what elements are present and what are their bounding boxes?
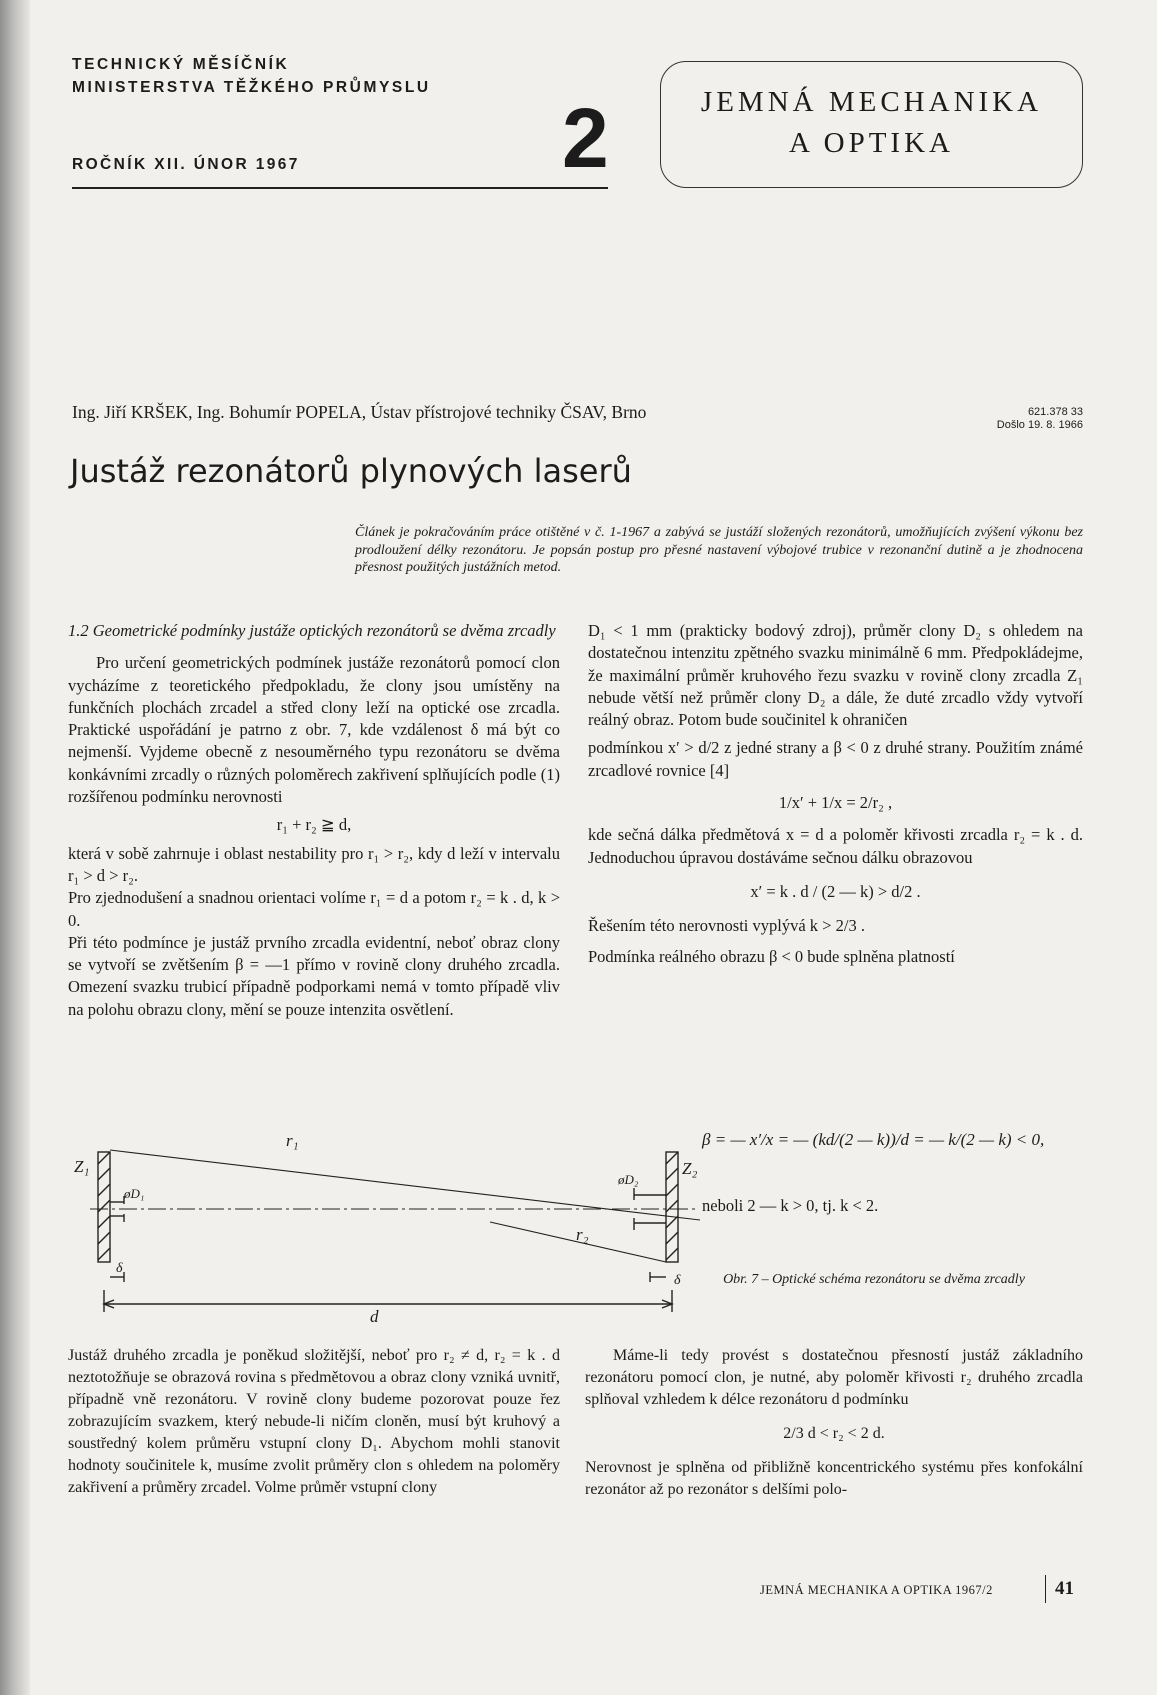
equation: x′ = k . d / (2 — k) > d/2 . <box>750 881 921 901</box>
udc-code: 621.378 33 <box>1027 406 1083 418</box>
label-z1: Z₁ <box>74 1157 90 1176</box>
mirror-z2 <box>666 1152 678 1262</box>
label-r2: r₂ <box>576 1225 589 1244</box>
publication-name <box>72 53 431 99</box>
left-column <box>68 620 560 1021</box>
label-d: d <box>370 1307 379 1326</box>
label-r1: r₁ <box>286 1131 299 1150</box>
paragraph: která v sobě zahrnuje i oblast nestability pro r₁ > r₂, kdy d leží v intervalu r₁ > d > r₂. <box>68 843 560 885</box>
received-date: Došlo 19. 8. 1966 <box>996 419 1083 431</box>
journal-title-line-2: A OPTIKA <box>789 127 954 159</box>
k-inequality: neboli 2 — k > 0, tj. k < 2. <box>702 1196 879 1215</box>
right-column <box>588 620 1083 968</box>
issue-number: 2 <box>562 91 609 185</box>
equation: 2/3 d < r₂ < 2 d. <box>783 1425 885 1442</box>
equation: r₁ + r₂ ≧ d, <box>276 815 352 835</box>
paragraph: podmínkou x′ > d/2 z jedné strany a β < 0 z druhé strany. Použitím známé zrcadlové rovnice [4] <box>588 738 1083 780</box>
lower-left-column <box>68 1345 560 1499</box>
lower-right-column <box>585 1345 1083 1501</box>
journal-title <box>660 82 1083 164</box>
masthead-rule <box>72 187 608 189</box>
footer-separator <box>1045 1575 1046 1603</box>
paragraph: Řešením této nerovnosti vyplývá k > 2/3 . <box>588 916 865 936</box>
paragraph: Při této podmínce je justáž prvního zrcadla evidentní, neboť obraz clony se vytvoří se zvětšením β = —1 přímo v rovině clony druhého zrcadla. Omezení svazku trubicí případně podporkami nemá v tomto případě vliv na polohu obrazu clony, mění se pouze intenzita osvětlení. <box>68 932 560 1019</box>
volume-issue: ROČNÍK XII. ÚNOR 1967 <box>72 156 300 173</box>
article-authors: Ing. Jiří KRŠEK, Ing. Bohumír POPELA, Ústav přístrojové techniky ČSAV, Brno <box>72 402 647 422</box>
resonator-schematic <box>74 1112 710 1327</box>
classification-block <box>940 406 1083 432</box>
binding-shadow <box>0 0 30 1695</box>
equation: 1/x′ + 1/x = 2/r₂ , <box>778 793 893 813</box>
label-d1: øD₁ <box>124 1186 145 1201</box>
figure-caption: Obr. 7 – Optické schéma rezonátoru se dvěma zrcadly <box>723 1272 1025 1287</box>
article-abstract: Článek je pokračováním práce otištěné v č. 1-1967 a zabývá se justáží složených rezonátorů, umožňujících zvýšení výkonu bez prodloužení délky rezonátoru. Je popsán postup pro přesné nastavení výbojové trubice v rezonanční dutině a je zhodnocena přesnost použitých justážních metod. <box>355 525 1083 575</box>
page-number: 41 <box>1055 1578 1074 1599</box>
beta-equation: β = — x′/x = — (kd/(2 — k))/d = — k/(2 — k) < 0, <box>702 1130 1045 1149</box>
paragraph: Nerovnost je splněna od přibližně koncentrického systému přes konfokální rezonátor až po rezonátor s delšími polo- <box>585 1459 1083 1498</box>
footer-journal: JEMNÁ MECHANIKA A OPTIKA 1967/2 <box>760 1583 993 1597</box>
label-delta-left: δ <box>116 1261 123 1276</box>
article-title: Justáž rezonátorů plynových laserů <box>70 452 632 490</box>
paragraph: Podmínka reálného obrazu β < 0 bude splněna platností <box>588 946 955 966</box>
paragraph: Pro určení geometrických podmínek justáže rezonátorů pomocí clon vycházíme z teoretického předpokladu, že clony jsou umístěny na funkčních plochách zrcadel a střed clony leží na optické ose zrcadla. Praktické uspořádání je patrno z obr. 7, kde vzdálenost δ má být co nejmenší. Vyjdeme obecně z nesouměrného typu rezonátoru se dvěma konkávními zrcadly o různých poloměrech zakřivení splňujících podle (1) rozšířenou podmínku nerovnosti <box>68 653 560 807</box>
paragraph: kde sečná dálka předmětová x = d a poloměr křivosti zrcadla r₂ = k . d. Jednoduchou úpravou dostáváme sečnou dálku obrazovou <box>588 825 1083 867</box>
paragraph: Justáž druhého zrcadla je poněkud složitější, neboť pro r₂ ≠ d, r₂ = k . d neztotožňuje se obrazová rovina s předmětovou a obraz clony vzniká uvnitř, případně vně rezonátoru. V rovině clony budeme pozorovat pouze řez zobrazujícím svazkem, který nebude-li ničím cloněn, musí být kruhový a soustředný kolem průměru vstupní clony D₁. Abychom mohli stanovit hodnoty součinitele k, musíme zvolit průměry clon s ohledem na poloměry zakřivení a průměry zrcadel. Volme průměr vstupní clony <box>68 1347 560 1496</box>
section-heading: 1.2 Geometrické podmínky justáže optických rezonátorů se dvěma zrcadly <box>68 621 556 640</box>
mirror-z1 <box>98 1152 110 1262</box>
paragraph: Máme-li tedy provést s dostatečnou přesností justáž základního rezonátoru pomocí clon, je nutné, aby poloměr křivosti r₂ druhého zrcadla splňoval vzhledem k délce rezonátoru d podmínku <box>585 1347 1083 1408</box>
paragraph: Pro zjednodušení a snadnou orientaci volíme r₁ = d a potom r₂ = k . d, k > 0. <box>68 888 560 930</box>
label-delta-right: δ <box>674 1273 681 1288</box>
publication-line-1: TECHNICKÝ MĚSÍČNÍK <box>72 56 290 73</box>
journal-title-line-1: JEMNÁ MECHANIKA <box>700 86 1043 118</box>
paragraph: D₁ < 1 mm (prakticky bodový zdroj), průměr clony D₂ s ohledem na dostatečnou intenzitu zpětného svazku minimálně 6 mm. Předpokládejme, že maximální průměr kruhového řezu svazku v rovině clony zrcadla Z₁ nebude větší než průměr clony D₂ a dále, že duté zrcadlo vždy vytvoří reálný obraz. Potom bude součinitel k ohraničen <box>588 621 1083 730</box>
label-z2: Z₂ <box>682 1159 698 1178</box>
publication-line-2: MINISTERSTVA TĚŽKÉHO PRŮMYSLU <box>72 79 431 96</box>
label-d2: øD₂ <box>618 1172 639 1187</box>
